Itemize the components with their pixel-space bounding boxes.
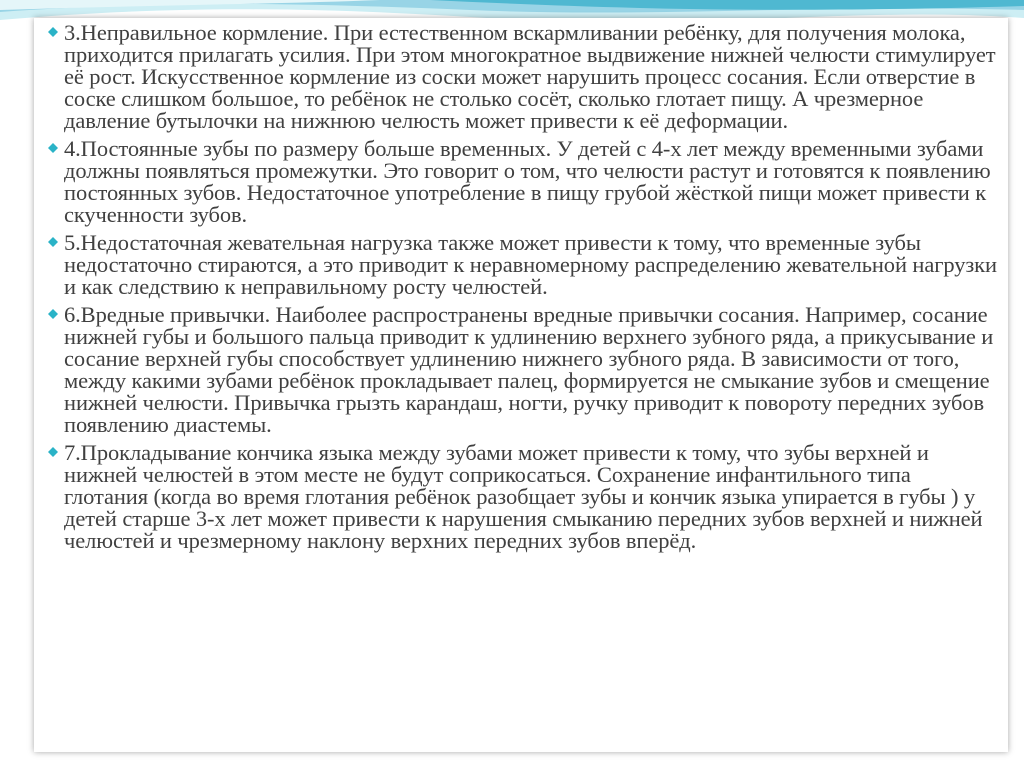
list-item-text: 7.Прокладывание кончика языка между зубами может привести к тому, что зубы верхней и нижней челюстей в этом месте не будут соприкосаться. Сохранение инфантильного типа глотания (когда во время глотания ребёнок разобщает зубы и кончик языка упирается в губы ) у детей старше 3-х лет может привести к нарушения смыканию передних зубов верхней и нижней челюстей и чрезмерному наклону верхних передних зубов вперёд. bbox=[64, 440, 983, 553]
teal-diamond-bullet-icon bbox=[48, 237, 58, 247]
bullet-list bbox=[48, 22, 998, 558]
list-item-text: 3.Неправильное кормление. При естественном вскармливании ребёнку, для получения молока, приходится прилагать усилия. При этом многократное выдвижение нижней челюсти стимулирует её рост. Искусственное кормление из соски может нарушить процесс сосания. Если отверстие в соске слишком большое, то ребёнок не столько сосёт, сколько глотает пищу. А чрезмерное давление бутылочки на нижнюю челюсть может привести к её деформации. bbox=[64, 20, 996, 133]
teal-diamond-bullet-icon bbox=[48, 447, 58, 457]
list-item-text: 4.Постоянные зубы по размеру больше временных. У детей с 4-х лет между временными зубами должны появляться промежутки. Это говорит о том, что челюсти растут и готовятся к появлению постоянных зубов. Недостаточное употребление в пищу грубой жёсткой пищи может привести к скученности зубов. bbox=[64, 136, 991, 227]
list-item bbox=[48, 442, 998, 552]
list-item-text: 6.Вредные привычки. Наиболее распространены вредные привычки сосания. Например, сосание нижней губы и большого пальца приводит к удлинению верхнего зубного ряда, а прикусывание и сосание верхней губы способствует удлинению нижнего зубного ряда. В зависимости от того, между какими зубами ребёнок прокладывает палец, формируется не смыкание зубов и смещение нижней челюсти. Привычка грызть карандаш, ногти, ручку приводит к повороту передних зубов появлению диастемы. bbox=[64, 302, 994, 437]
teal-diamond-bullet-icon bbox=[48, 309, 58, 319]
teal-diamond-bullet-icon bbox=[48, 143, 58, 153]
list-item bbox=[48, 232, 998, 298]
teal-diamond-bullet-icon bbox=[48, 27, 58, 37]
list-item bbox=[48, 138, 998, 226]
list-item bbox=[48, 304, 998, 436]
list-item bbox=[48, 22, 998, 132]
list-item-text: 5.Недостаточная жевательная нагрузка также может привести к тому, что временные зубы недостаточно стираются, а это приводит к неравномерному распределению жевательной нагрузки и как следствию к неправильному росту челюстей. bbox=[64, 230, 997, 299]
